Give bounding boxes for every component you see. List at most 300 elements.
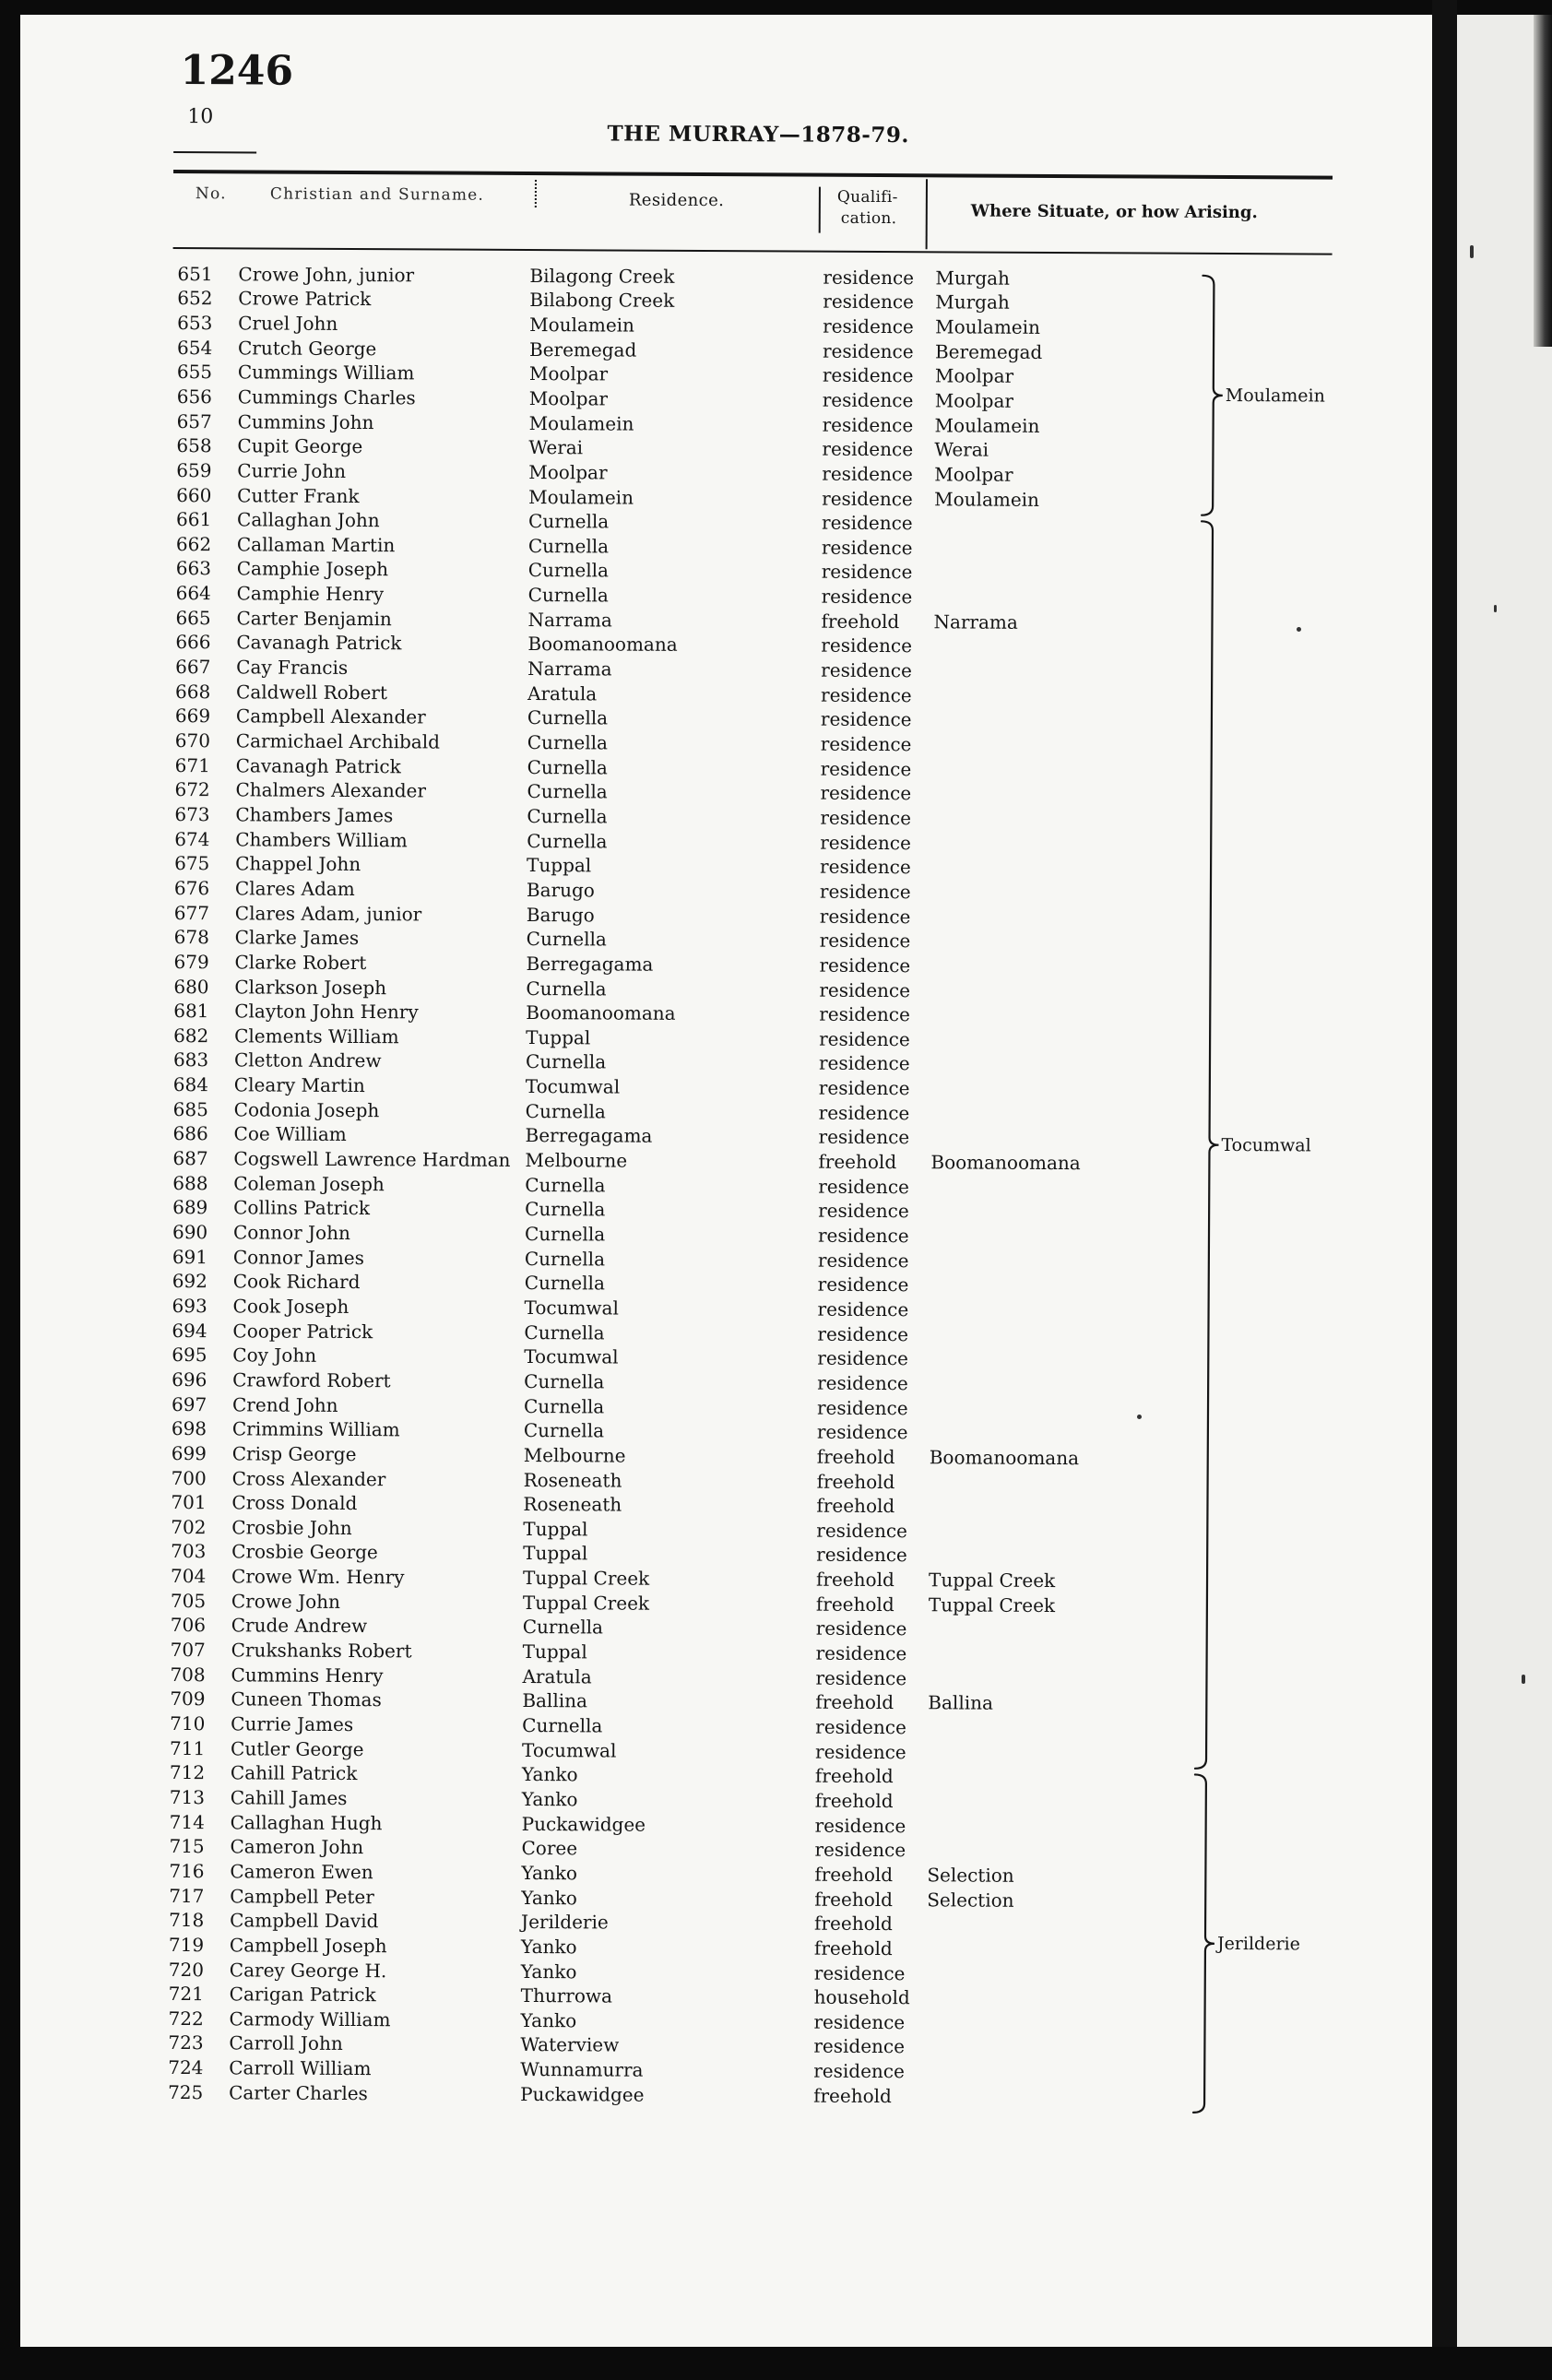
voter-name: Callaghan Hugh xyxy=(230,1810,383,1834)
voter-name: Cook Richard xyxy=(232,1270,361,1294)
where-situate: Tuppal Creek xyxy=(928,1593,1056,1616)
qualification: residence xyxy=(813,2010,906,2033)
row-number: 716 xyxy=(169,1859,205,1883)
voter-name: Carter Benjamin xyxy=(236,607,392,630)
residence: Roseneath xyxy=(523,1493,622,1516)
row-number: 694 xyxy=(172,1319,207,1342)
voter-name: Clares Adam xyxy=(234,877,355,900)
row-number: 717 xyxy=(169,1884,205,1907)
residence: Waterview xyxy=(520,2033,620,2057)
voter-name: Cuneen Thomas xyxy=(231,1687,382,1711)
qualification: residence xyxy=(817,1224,909,1248)
qualification: residence xyxy=(818,1076,910,1100)
voter-name: Cletton Andrew xyxy=(233,1048,382,1072)
qualification: residence xyxy=(823,314,914,338)
residence: Curnella xyxy=(527,584,609,607)
qualification: residence xyxy=(819,1002,910,1026)
qualification: freehold xyxy=(813,1936,893,1960)
row-number: 657 xyxy=(176,409,212,432)
row-number: 673 xyxy=(174,802,210,826)
qualification: residence xyxy=(819,953,911,977)
voter-name: Crowe Patrick xyxy=(238,287,372,311)
qualification: residence xyxy=(820,855,911,879)
voter-name: Cummins Henry xyxy=(231,1664,384,1687)
where-situate: Moulamein xyxy=(935,315,1041,338)
where-situate: Moulamein xyxy=(934,413,1040,437)
voter-name: Cook Joseph xyxy=(232,1295,349,1318)
residence: Roseneath xyxy=(523,1468,622,1492)
residence: Narrama xyxy=(527,608,612,632)
qualification: residence xyxy=(820,732,912,756)
residence: Berregagama xyxy=(526,952,654,976)
voter-name: Crosbie George xyxy=(231,1540,378,1564)
where-situate: Boomanoomana xyxy=(930,1151,1081,1175)
residence: Curnella xyxy=(524,1369,605,1393)
row-number: 661 xyxy=(175,508,212,531)
residence: Curnella xyxy=(525,1198,606,1221)
row-number: 674 xyxy=(174,827,210,850)
qualification: residence xyxy=(822,487,913,510)
residence: Coree xyxy=(521,1837,578,1860)
group-label: Jerilderie xyxy=(1216,1933,1300,1955)
row-number: 687 xyxy=(172,1147,208,1170)
voter-name: Crowe John xyxy=(231,1590,341,1613)
row-number: 667 xyxy=(175,656,211,679)
where-situate: Moolpar xyxy=(934,463,1013,486)
qualification: residence xyxy=(819,1027,910,1050)
residence: Yanko xyxy=(520,1935,577,1959)
residence: Curnella xyxy=(522,1714,603,1737)
voter-name: Cay Francis xyxy=(236,656,349,680)
qualification: residence xyxy=(821,561,913,584)
qualification: residence xyxy=(815,1617,907,1640)
qualification: residence xyxy=(815,1666,907,1689)
residence: Curnella xyxy=(523,1394,605,1418)
qualification: residence xyxy=(815,1740,906,1763)
voter-name: Cupit George xyxy=(237,434,363,458)
residence: Yanko xyxy=(521,1787,578,1811)
residence: Berregagama xyxy=(525,1124,653,1148)
row-number: 709 xyxy=(170,1687,206,1711)
residence: Thurrowa xyxy=(520,1984,613,2007)
row-number: 692 xyxy=(172,1270,207,1293)
qualification: freehold xyxy=(816,1494,895,1518)
row-number: 666 xyxy=(175,631,211,654)
where-situate: Murgah xyxy=(935,266,1011,290)
voter-name: Camphie Henry xyxy=(236,582,385,606)
voter-name: Cahill James xyxy=(230,1786,348,1809)
residence: Curnella xyxy=(524,1247,606,1271)
voter-name: Clarke James xyxy=(234,926,360,950)
voter-name: Crukshanks Robert xyxy=(231,1639,412,1663)
residence: Yanko xyxy=(521,1763,578,1786)
qualification: residence xyxy=(821,634,913,657)
voter-name: Campbell Joseph xyxy=(229,1934,387,1958)
voter-name: Cavanagh Patrick xyxy=(236,631,402,655)
row-number: 712 xyxy=(169,1761,206,1784)
where-situate: Moulamein xyxy=(934,487,1040,511)
row-number: 680 xyxy=(173,975,209,998)
qualification: residence xyxy=(820,831,911,854)
residence: Tuppal xyxy=(522,1640,587,1664)
qualification: residence xyxy=(822,339,914,362)
residence: Aratula xyxy=(527,681,598,705)
row-number: 691 xyxy=(172,1245,208,1268)
residence: Curnella xyxy=(527,829,608,853)
qualification: residence xyxy=(814,1838,906,1862)
scan-border-top xyxy=(0,0,1552,15)
residence: Curnella xyxy=(524,1320,605,1344)
residence: Ballina xyxy=(522,1689,588,1712)
qualification: residence xyxy=(822,462,914,486)
qualification: residence xyxy=(818,1175,909,1198)
row-number: 714 xyxy=(169,1810,205,1833)
qualification: residence xyxy=(818,1200,909,1223)
row-number: 675 xyxy=(174,852,210,875)
row-number: 671 xyxy=(174,753,210,776)
row-number: 695 xyxy=(172,1344,207,1367)
qualification: residence xyxy=(817,1371,908,1395)
residence: Puckawidgee xyxy=(520,2082,645,2106)
column-header-qualification-cont: cation. xyxy=(840,208,897,229)
qualification: residence xyxy=(818,1101,910,1124)
row-number: 697 xyxy=(171,1392,207,1415)
voter-name: Cahill Patrick xyxy=(230,1761,358,1785)
residence: Yanko xyxy=(520,1960,577,1983)
voter-name: Carey George H. xyxy=(229,1958,387,1982)
row-number: 682 xyxy=(173,1024,209,1048)
residence: Melbourne xyxy=(523,1443,626,1467)
residence: Curnella xyxy=(524,1272,605,1295)
residence: Tocumwal xyxy=(524,1296,619,1320)
voter-name: Coe William xyxy=(233,1122,347,1146)
row-number: 689 xyxy=(172,1196,208,1219)
row-number: 720 xyxy=(168,1958,205,1981)
voter-name: Clarke Robert xyxy=(234,951,367,974)
qualification: residence xyxy=(814,1814,906,1837)
voter-name: Crosbie John xyxy=(231,1516,352,1539)
group-label: Tocumwal xyxy=(1221,1134,1311,1156)
scan-border-left xyxy=(0,0,20,2380)
residence: Moolpar xyxy=(528,362,609,385)
row-number: 679 xyxy=(173,950,209,974)
row-number: 684 xyxy=(172,1073,209,1096)
voter-name: Crisp George xyxy=(231,1442,357,1465)
row-number: 670 xyxy=(174,729,211,752)
qualification: freehold xyxy=(814,1912,893,1936)
row-number: 713 xyxy=(169,1785,206,1809)
qualification: residence xyxy=(823,266,915,289)
qualification: residence xyxy=(813,2059,905,2083)
qualification: residence xyxy=(820,757,912,780)
qualification: freehold xyxy=(814,1764,894,1788)
qualification: freehold xyxy=(815,1593,894,1616)
residence: Curnella xyxy=(525,1173,606,1197)
row-number: 721 xyxy=(168,1983,204,2006)
row-number: 719 xyxy=(168,1933,205,1957)
voter-name: Cummings William xyxy=(237,361,415,385)
row-number: 688 xyxy=(172,1171,208,1194)
qualification: freehold xyxy=(815,1691,894,1714)
row-number: 672 xyxy=(174,778,210,801)
voter-name: Cummings Charles xyxy=(237,385,416,409)
row-number: 665 xyxy=(175,606,211,629)
qualification: residence xyxy=(816,1544,907,1567)
qualification: residence xyxy=(817,1297,909,1321)
row-number: 700 xyxy=(171,1466,207,1489)
voter-name: Coy John xyxy=(232,1344,317,1368)
voter-name: Callaghan John xyxy=(236,508,380,532)
qualification: residence xyxy=(816,1420,908,1444)
row-number: 702 xyxy=(171,1515,207,1539)
voter-name: Chambers James xyxy=(235,803,394,827)
residence: Curnella xyxy=(522,1616,604,1639)
voter-name: Cogswell Lawrence Hardman xyxy=(233,1147,511,1171)
qualification: freehold xyxy=(818,1150,897,1174)
qualification: residence xyxy=(819,978,911,1001)
residence: Tuppal Creek xyxy=(522,1567,650,1590)
row-number: 677 xyxy=(173,901,210,924)
voter-name: Campbell Peter xyxy=(230,1884,374,1908)
qualification: residence xyxy=(821,658,912,682)
voter-name: Camphie Joseph xyxy=(236,557,389,581)
qualification: freehold xyxy=(814,1888,894,1911)
folio-number: 10 xyxy=(187,105,214,129)
scan-speck xyxy=(1297,627,1301,632)
residence: Barugo xyxy=(526,878,595,902)
residence: Bilabong Creek xyxy=(529,289,675,313)
qualification: residence xyxy=(817,1249,909,1272)
row-number: 725 xyxy=(168,2080,204,2103)
residence: Narrama xyxy=(527,657,612,681)
residence: Curnella xyxy=(525,1050,607,1073)
row-number: 696 xyxy=(172,1368,207,1391)
column-header-where: Where Situate, or how Arising. xyxy=(970,201,1258,223)
qualification: residence xyxy=(815,1641,907,1665)
qualification: residence xyxy=(818,1052,910,1075)
residence: Beremegad xyxy=(528,337,637,361)
scan-speck xyxy=(1137,1415,1142,1419)
where-situate: Werai xyxy=(934,438,989,461)
qualification: residence xyxy=(816,1519,908,1542)
voter-name: Currie James xyxy=(231,1712,354,1736)
row-number: 658 xyxy=(176,434,212,457)
where-situate: Boomanoomana xyxy=(929,1446,1080,1470)
voter-name: Caldwell Robert xyxy=(236,681,388,704)
residence: Yanko xyxy=(520,2008,577,2032)
where-situate: Moolpar xyxy=(934,389,1014,412)
page-number: 1246 xyxy=(180,47,294,95)
row-number: 711 xyxy=(170,1736,206,1759)
row-number: 701 xyxy=(171,1491,207,1514)
voter-name: Connor John xyxy=(232,1221,350,1245)
qualification: residence xyxy=(819,929,911,953)
row-number: 663 xyxy=(175,557,212,580)
row-number: 686 xyxy=(172,1122,208,1145)
row-number: 678 xyxy=(173,926,209,949)
residence: Curnella xyxy=(526,977,607,1000)
residence: Curnella xyxy=(526,928,607,951)
row-number: 651 xyxy=(177,262,213,285)
residence: Curnella xyxy=(524,1223,606,1246)
qualification: freehold xyxy=(816,1470,895,1493)
scan-speck xyxy=(1522,1675,1525,1684)
voter-name: Clements William xyxy=(234,1024,399,1048)
qualification: residence xyxy=(813,1961,906,1984)
row-number: 705 xyxy=(170,1589,207,1612)
voter-name: Cameron Ewen xyxy=(230,1860,373,1884)
residence: Tuppal Creek xyxy=(522,1591,650,1615)
row-number: 660 xyxy=(176,483,212,506)
residence: Tuppal xyxy=(526,1025,591,1049)
row-number: 654 xyxy=(176,336,213,359)
residence: Aratula xyxy=(522,1664,592,1688)
residence: Barugo xyxy=(526,903,595,926)
voter-name: Connor James xyxy=(232,1246,365,1269)
row-number: 653 xyxy=(177,311,213,335)
voter-name: Crude Andrew xyxy=(231,1614,368,1638)
residence: Curnella xyxy=(525,1099,606,1123)
voter-name: Crimmins William xyxy=(231,1417,400,1441)
residence: Moulamein xyxy=(529,313,635,337)
where-situate: Narrama xyxy=(933,610,1018,633)
voter-name: Callaman Martin xyxy=(236,533,396,557)
residence: Wunnamurra xyxy=(520,2058,644,2081)
residence: Moulamein xyxy=(528,485,634,509)
voter-name: Collins Patrick xyxy=(233,1196,371,1220)
voter-name: Crend John xyxy=(231,1392,338,1416)
residence: Curnella xyxy=(527,510,610,533)
qualification: residence xyxy=(817,1322,909,1345)
row-number: 704 xyxy=(170,1565,207,1588)
voter-name: Clarkson Joseph xyxy=(234,975,387,999)
voter-name: Campbell Alexander xyxy=(235,705,426,728)
qualification: freehold xyxy=(814,1789,894,1813)
row-number: 659 xyxy=(176,458,212,482)
scan-border-bottom xyxy=(0,2347,1552,2380)
row-number: 699 xyxy=(171,1441,207,1465)
qualification: residence xyxy=(821,511,913,535)
qualification: residence xyxy=(820,781,912,805)
voter-name: Cameron John xyxy=(230,1835,364,1859)
voter-name: Cross Alexander xyxy=(231,1466,386,1490)
qualification: residence xyxy=(822,413,914,436)
residence: Yanko xyxy=(521,1861,578,1885)
voter-name: Cross Donald xyxy=(231,1491,358,1515)
residence: Jerilderie xyxy=(521,1911,609,1934)
group-label: Moulamein xyxy=(1225,385,1325,407)
qualification: residence xyxy=(817,1273,909,1297)
voter-name: Campbell David xyxy=(230,1909,379,1933)
qualification: residence xyxy=(817,1346,908,1370)
voter-name: Crutch George xyxy=(237,336,377,360)
voter-name: Cooper Patrick xyxy=(232,1319,373,1343)
scan-speck xyxy=(1494,605,1497,612)
qualification: residence xyxy=(820,708,912,731)
qualification: residence xyxy=(813,2035,906,2058)
qualification: residence xyxy=(820,806,912,830)
voter-name: Chalmers Alexander xyxy=(235,778,427,802)
qualification: freehold xyxy=(816,1445,895,1468)
row-number: 656 xyxy=(176,385,213,409)
row-number: 668 xyxy=(175,680,211,703)
residence: Tuppal xyxy=(527,854,592,877)
voter-name: Crawford Robert xyxy=(232,1368,391,1392)
where-situate: Murgah xyxy=(935,290,1010,314)
residence: Moolpar xyxy=(528,460,608,484)
voter-name: Cavanagh Patrick xyxy=(235,754,401,777)
qualification: freehold xyxy=(814,1863,894,1887)
voter-name: Crowe Wm. Henry xyxy=(231,1565,405,1589)
voter-name: Carmody William xyxy=(229,2007,391,2031)
voter-name: Cummins John xyxy=(237,409,374,433)
voter-name: Clares Adam, junior xyxy=(234,901,422,925)
voter-name: Cruel John xyxy=(238,312,338,335)
residence: Boomanoomana xyxy=(527,633,678,657)
residence: Curnella xyxy=(527,755,608,779)
voter-name: Carigan Patrick xyxy=(229,1983,376,2007)
voter-name: Chambers William xyxy=(235,827,408,851)
where-situate: Moolpar xyxy=(934,364,1014,388)
row-number: 669 xyxy=(174,705,211,728)
residence: Puckawidgee xyxy=(521,1812,646,1836)
voter-name: Crowe John, junior xyxy=(238,263,415,287)
row-number: 703 xyxy=(171,1540,207,1563)
column-header-residence: Residence. xyxy=(628,190,725,211)
qualification: household xyxy=(813,1985,910,2009)
row-number: 706 xyxy=(170,1614,207,1637)
residence: Tocumwal xyxy=(525,1075,621,1098)
running-title: THE MURRAY—1878-79. xyxy=(607,121,909,148)
voter-name: Clayton John Henry xyxy=(234,1000,419,1024)
residence: Moulamein xyxy=(528,411,634,435)
qualification: freehold xyxy=(821,610,900,633)
voter-name: Cutter Frank xyxy=(237,483,360,507)
row-number: 664 xyxy=(175,582,211,605)
qualification: residence xyxy=(822,388,914,412)
residence: Curnella xyxy=(523,1419,605,1442)
residence: Tuppal xyxy=(523,1517,588,1541)
page-gutter-shadow xyxy=(1432,0,1457,2380)
scan-noise xyxy=(1534,15,1552,347)
qualification: residence xyxy=(815,1715,906,1739)
residence: Tuppal xyxy=(523,1542,588,1565)
column-header-name: Christian and Surname. xyxy=(269,184,485,205)
row-number: 683 xyxy=(172,1048,209,1072)
voter-name: Carroll John xyxy=(229,2031,343,2055)
voter-name: Carroll William xyxy=(229,2056,372,2080)
row-number: 707 xyxy=(170,1639,206,1662)
qualification: residence xyxy=(821,585,913,609)
residence: Moolpar xyxy=(528,386,609,410)
residence: Bilagong Creek xyxy=(529,264,675,288)
qualification: residence xyxy=(818,1126,910,1149)
facing-page-fragment xyxy=(1457,15,1552,2347)
residence: Curnella xyxy=(527,804,608,828)
row-number: 722 xyxy=(168,2007,204,2030)
residence: Boomanoomana xyxy=(526,1001,676,1025)
voter-name: Chappel John xyxy=(235,852,361,876)
where-situate: Selection xyxy=(927,1864,1014,1887)
row-number: 655 xyxy=(176,361,213,384)
qualification: residence xyxy=(822,437,914,461)
residence: Curnella xyxy=(527,731,609,754)
residence: Werai xyxy=(528,436,584,459)
residence: Curnella xyxy=(527,706,609,729)
voter-name: Codonia Joseph xyxy=(233,1098,380,1121)
qualification: residence xyxy=(821,683,912,706)
residence: Curnella xyxy=(527,780,608,803)
